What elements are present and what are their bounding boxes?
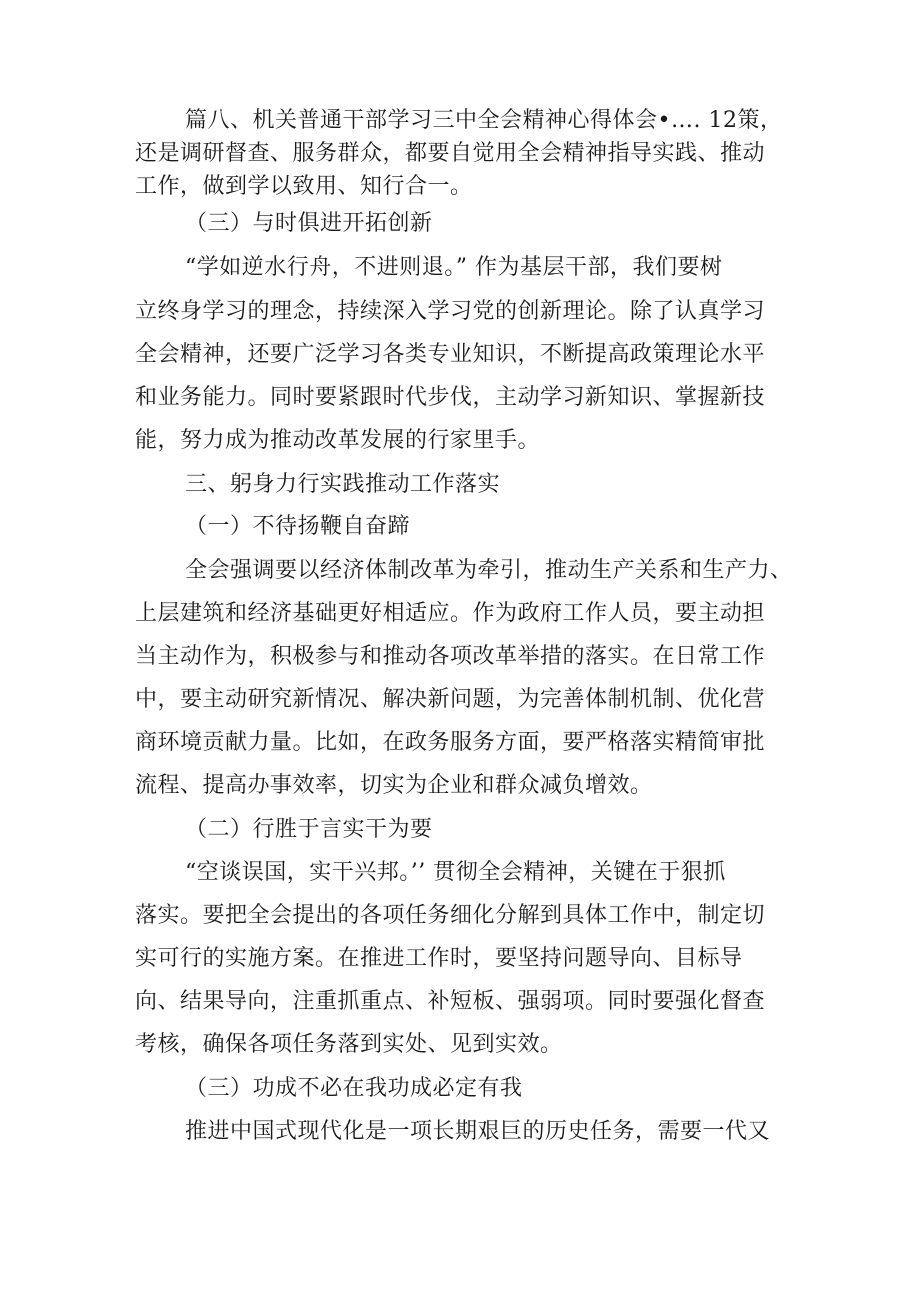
text-line: 篇八、机关普通干部学习三中全会精神心得体会•…. 12策，: [185, 108, 783, 133]
section-subheading: （一）不待扬鞭自奋蹄: [185, 514, 411, 539]
text-line: 考核，确保各项任务落到实处、见到实效。: [135, 1032, 563, 1057]
text-line: 能，努力成为推动改革发展的行家里手。: [135, 428, 541, 453]
text-line: 流程、提高办事效率，切实为企业和群众减负增效。: [135, 773, 653, 798]
text-line: 上层建筑和经济基础更好相适应。作为政府工作人员，要主动担: [135, 601, 766, 626]
section-heading: 三、躬身力行实践推动工作落实: [185, 472, 501, 497]
section-subheading: （三）与时俱进开拓创新: [185, 211, 433, 236]
section-subheading: （二）行胜于言实干为要: [185, 817, 433, 842]
text-line: “空谈误国，实干兴邦。’’ 贯彻全会精神，关键在于狠抓: [185, 860, 726, 885]
text-line: 还是调研督查、服务群众，都要自觉用全会精神指导实践、推动: [135, 141, 766, 166]
text-line: 当主动作为，积极参与和推动各项改革举措的落实。在日常工作: [135, 644, 766, 669]
text-line: 中，要主动研究新情况、解决新问题，为完善体制机制、优化营: [135, 687, 766, 712]
text-line: 推进中国式现代化是一项长期艰巨的历史任务，需要一代又: [185, 1119, 771, 1144]
text-line: 实可行的实施方案。在推进工作时，要坚持问题导向、目标导: [135, 946, 743, 971]
section-subheading: （三）功成不必在我功成必定有我: [185, 1076, 523, 1101]
text-line: 和业务能力。同时要紧跟时代步伐，主动学习新知识、掌握新技: [135, 385, 766, 410]
text-line: 全会精神，还要广泛学习各类专业知识，不断提高政策理论水平: [135, 342, 766, 367]
text-line: 落实。要把全会提出的各项任务细化分解到具体工作中，制定切: [135, 903, 766, 928]
text-line: 立终身学习的理念，持续深入学习党的创新理论。除了认真学习: [135, 299, 766, 324]
text-line: “学如逆水行舟，不进则退。” 作为基层干部，我们要树: [185, 255, 723, 280]
text-line: 向、结果导向，注重抓重点、补短板、强弱项。同时要强化督查: [135, 989, 766, 1014]
text-line: 工作，做到学以致用、知行合一。: [135, 174, 473, 199]
text-line: 全会强调要以经济体制改革为牵引，推动生产关系和生产力、: [185, 558, 793, 583]
text-line: 商环境贡献力量。比如，在政务服务方面，要严格落实精简审批: [135, 730, 766, 755]
